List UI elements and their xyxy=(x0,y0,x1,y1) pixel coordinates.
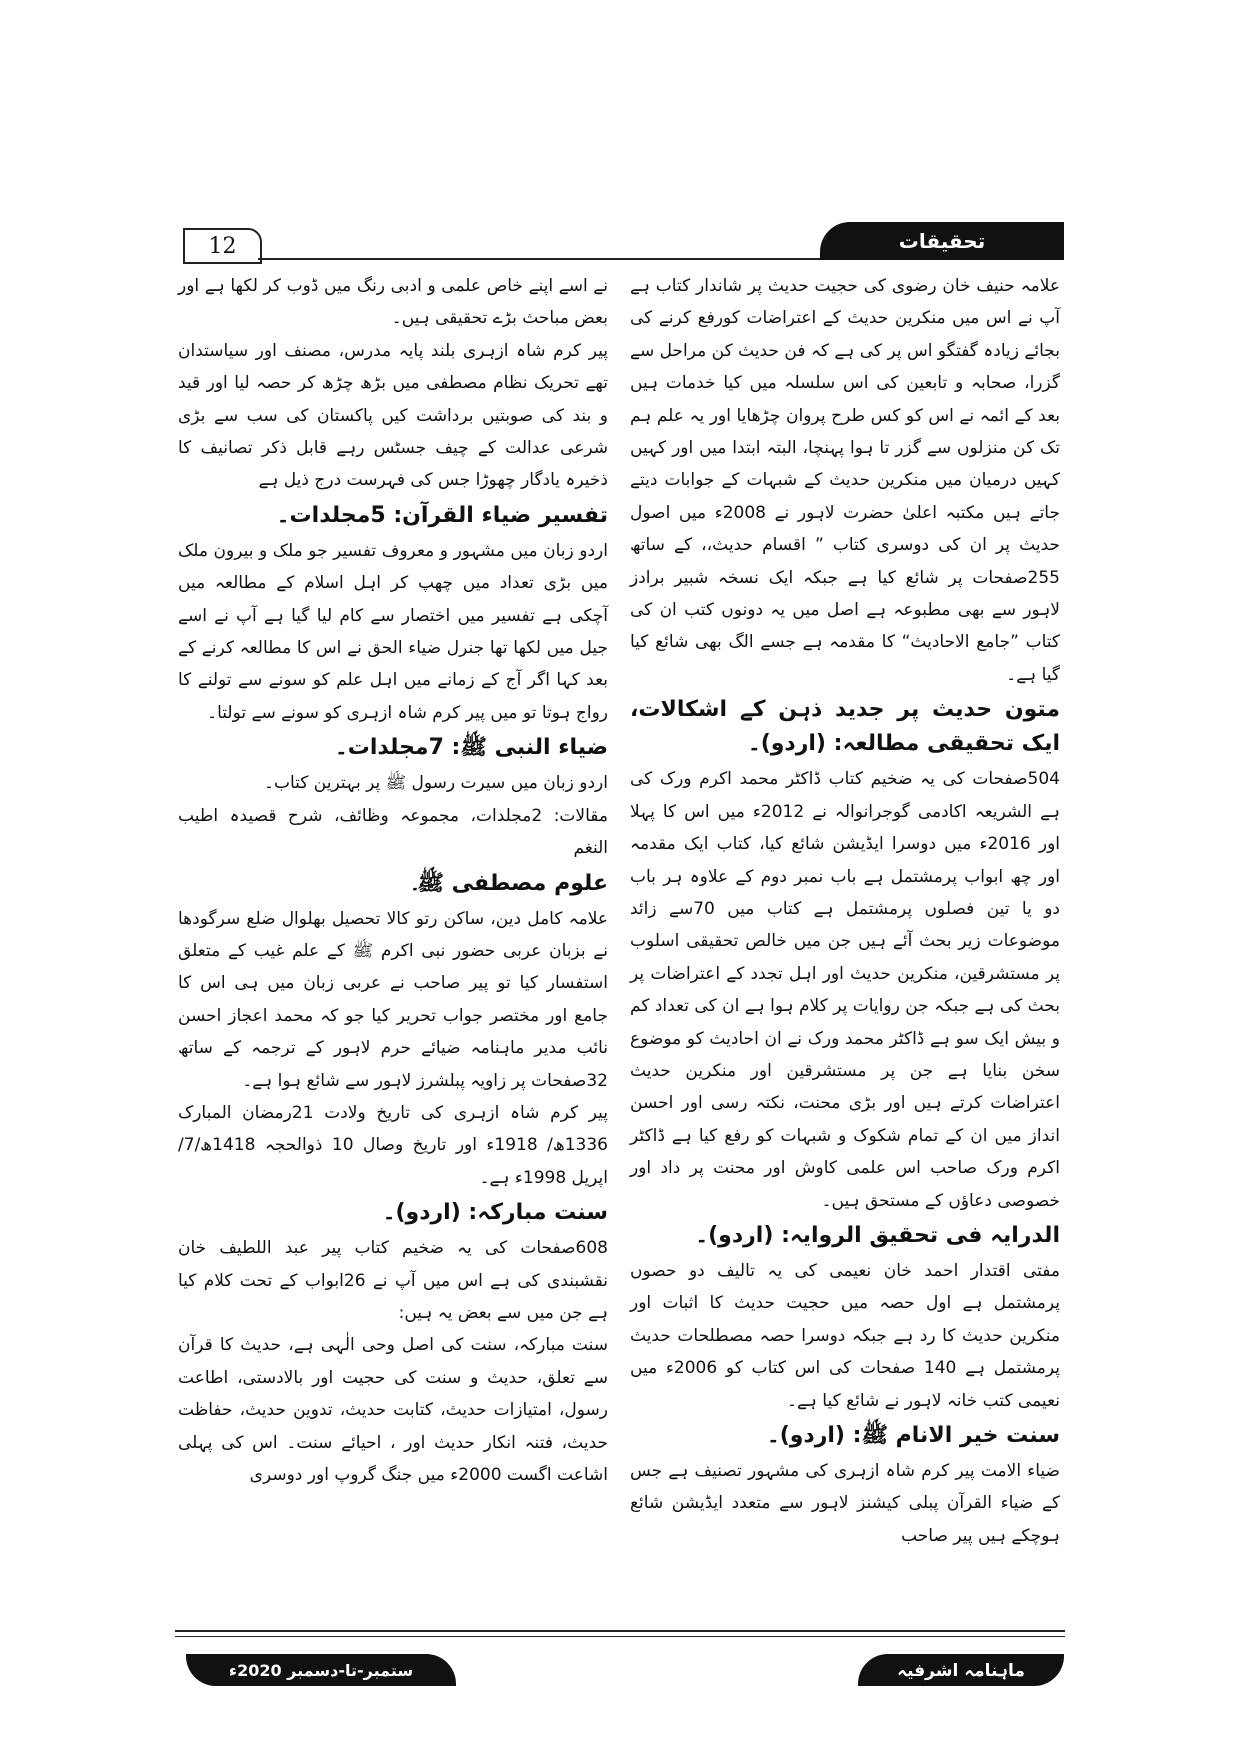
book-heading: تفسیر ضیاء القرآن: 5مجلدات۔ xyxy=(276,502,608,528)
footer-rule-thin xyxy=(175,1636,1065,1637)
book-heading: ضیاء النبی ﷺ: 7مجلدات۔ xyxy=(334,735,608,761)
page-number: 12 xyxy=(183,228,262,264)
section-title: تحقیقات xyxy=(820,222,1064,260)
book-heading: متون حدیث پر جدید ذہن کے اشکالات، ایک تحقیقی مطالعہ: (اردو)۔ xyxy=(630,697,1060,757)
header-rule xyxy=(258,258,836,260)
paragraph: علامہ حنیف خان رضوی کی حجیت حدیث پر شاندار کتاب ہے آپ نے اس میں منکرین حدیث کے اعتراضات کورفع کرنے کی بجائے زیادہ گفتگو اس پر کی ہے کہ فن حدیث کن مراحل سے گزرا، صحابہ و تابعین کی اس سلسلہ میں کیا خدمات ہیں بعد کے ائمہ نے اس کو کس طرح پروان چڑھایا اور یہ علم ہم تک کن منزلوں سے گزر تا ہوا پہنچا، البتہ ابتدا میں اور کہیں کہیں درمیان میں منکرین حدیث کے شبہات کے جوابات دیتے جاتے ہیں مکتبہ اعلیٰ حضرت لاہور نے 2008ء میں اصول حدیث پر ان کی دوسری کتاب ” اقسام حدیث،، کے ساتھ 255صفحات پر شائع کیا ہے جبکہ ایک نسخہ شبیر برادز لاہور سے بھی مطبوعہ ہے اصل میں یہ دونوں کتب ان کی کتاب ”جامع الاحادیث“ کا مقدمہ ہے جسے الگ بھی شائع کیا گیا ہے۔ xyxy=(630,276,1060,685)
paragraph: مفتی اقتدار احمد خان نعیمی کی یہ تالیف دو حصوں پرمشتمل ہے اول حصہ میں حجیت حدیث کا اثبات اور منکرین حدیث کا رد ہے جبکہ دوسرا حصہ مصطلحات حدیث پرمشتمل ہے 140 صفحات کی اس کتاب کو 2006ء میں نعیمی کتب خانہ لاہور نے شائع کیا ہے۔ xyxy=(630,1260,1060,1411)
book-heading: سنت خیر الانام ﷺ: (اردو)۔ xyxy=(766,1423,1060,1448)
right-column xyxy=(630,270,1060,1552)
paragraph: علامہ کامل دین، ساکن رتو کالا تحصیل بھلوال ضلع سرگودھا نے بزبان عربی حضور نبی اکرم ﷺ کے علم غیب کے متعلق استفسار کیا تو پیر صاحب نے عربی زبان میں ہی اس کا جامع اور مختصر جواب تحریر کیا جو کہ محمد اعجاز احسن نائب مدیر ماہنامہ ضیائے حرم لاہور کے ترجمہ کے ساتھ 32صفحات پر زاویہ پبلشرز لاہور سے شائع ہوا ہے۔ xyxy=(178,908,608,1091)
paragraph: مقالات: 2مجلدات، مجموعہ وظائف، شرح قصیدہ اطیب النغم xyxy=(178,805,609,859)
footer-rule xyxy=(175,1630,1065,1632)
paragraph: 608صفحات کی یہ ضخیم کتاب پیر عبد اللطیف خان نقشبندی کی ہے اس میں آپ نے 26ابواب کے تحت کلام کیا ہے جن میں سے بعض یہ ہیں: xyxy=(178,1238,608,1323)
paragraph: پیر کرم شاہ ازہری بلند پایہ مدرس، مصنف اور سیاستدان تھے تحریک نظام مصطفی میں بڑھ چڑھ کر حصہ لیا اور قید و بند کی صوبتیں برداشت کیں پاکستان کی سب سے بڑی شرعی عدالت کے چیف جسٹس رہے قابل ذکر تصانیف کا ذخیرہ یادگار چھوڑا جس کی فہرست درج ذیل ہے xyxy=(178,340,608,491)
paragraph: سنت مبارکہ، سنت کی اصل وحی الٰہی ہے، حدیث کا قرآن سے تعلق، حدیث و سنت کی حجیت اور بالادستی، اطاعت رسول، امتیازات حدیث، کتابت حدیث، تدوین حدیث، حفاظت حدیث، فتنہ انکار حدیث اور ، احیائے سنت۔ اس کی پہلی اشاعت اگست 2000ء میں جنگ گروپ اور دوسری xyxy=(178,1335,608,1485)
book-heading: الدرایہ فی تحقیق الروایہ: (اردو)۔ xyxy=(695,1222,1060,1248)
book-heading: سنت مبارکہ: (اردو)۔ xyxy=(382,1200,608,1226)
paragraph: اردو زبان میں سیرت رسول ﷺ پر بہترین کتاب۔ xyxy=(264,773,608,794)
issue-date-badge: ستمبر-تا-دسمبر 2020ء xyxy=(186,1654,456,1686)
magazine-name-badge: ماہنامہ اشرفیہ xyxy=(858,1654,1064,1686)
paragraph: پیر کرم شاہ ازہری کی تاریخ ولادت 21رمضان المبارک 1336ھ/ 1918ء اور تاریخ وصال 10 ذوالحجہ 1418ھ/7/اپریل 1998ء ہے۔ xyxy=(178,1102,609,1188)
paragraph: ضیاء الامت پیر کرم شاہ ازہری کی مشہور تصنیف ہے جس کے ضیاء القرآن پبلی کیشنز لاہور سے متعدد ایڈیشن شائع ہوچکے ہیں پیر صاحب xyxy=(630,1461,1060,1546)
paragraph: 504صفحات کی یہ ضخیم کتاب ڈاکٹر محمد اکرم ورک کی ہے الشریعہ اکادمی گوجرانوالہ نے 2012ء میں اس کا پہلا اور 2016ء میں دوسرا ایڈیشن شائع کیا، کتاب ایک مقدمہ اور چھ ابواب پرمشتمل ہے باب نمبر دوم کے علاوہ ہر باب دو یا تین فصلوں پرمشتمل ہے کتاب میں 70سے زائد موضوعات زیر بحث آئے ہیں جن میں خالص تحقیقی اسلوب پر مستشرقین، منکرین حدیث اور اہل تجدد کے اعتراضات پر بحث کی ہے جبکہ جن روایات پر کلام ہوا ہے ان کی تعداد کم و بیش ایک سو ہے ڈاکٹر محمد ورک نے ان احادیث کو موضوع سخن بنایا ہے جن پر مستشرقین اور منکرین حدیث اعتراضات کرتے ہیں اور بڑی محنت، نکتہ رسی اور احسن انداز میں ان کے تمام شکوک و شبہات کو رفع کیا ہے ڈاکٹر اکرم ورک صاحب اس علمی کاوش اور محنت پر داد اور خصوصی دعاؤں کے مستحق ہیں۔ xyxy=(630,769,1061,1211)
paragraph: اردو زبان میں مشہور و معروف تفسیر جو ملک و بیرون ملک میں بڑی تعداد میں چھپ کر اہل اسلام کے مطالعہ میں آچکی ہے تفسیر میں اختصار سے کام لیا گیا ہے آپ نے اسے جیل میں لکھا تھا جنرل ضیاء الحق نے اس کا مطالعہ کرنے کے بعد کہا اگر آج کے زمانے میں اہل علم کو سونے سے تولنے کا رواج ہوتا تو میں پیر کرم شاہ ازہری کو سونے سے تولتا۔ xyxy=(178,540,608,723)
book-heading: علوم مصطفی ﷺ۔ xyxy=(412,870,608,896)
paragraph: نے اسے اپنے خاص علمی و ادبی رنگ میں ڈوب کر لکھا ہے اور بعض مباحث بڑے تحقیقی ہیں۔ xyxy=(178,276,608,329)
left-column xyxy=(178,270,608,1491)
